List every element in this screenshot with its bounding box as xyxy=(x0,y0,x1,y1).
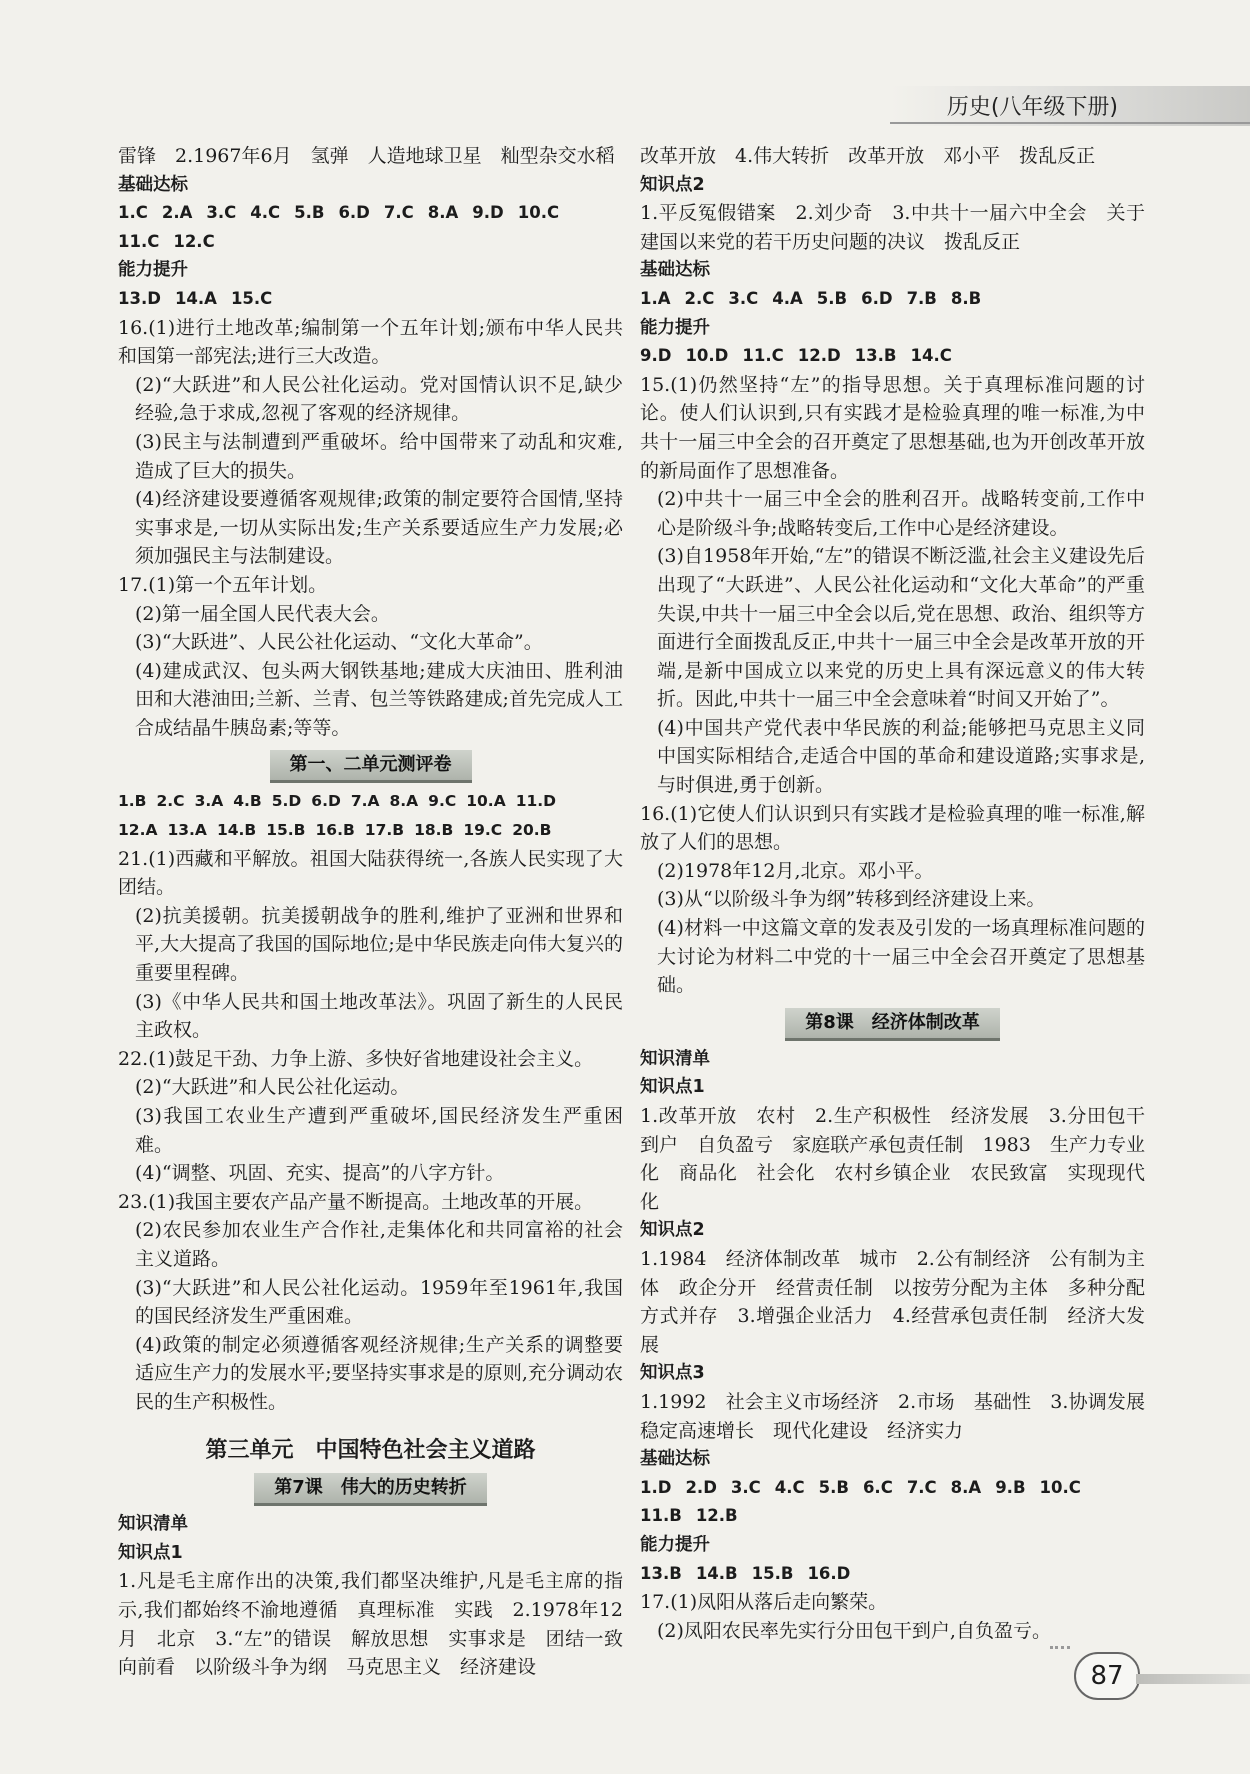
answer: 16.B xyxy=(315,821,355,840)
ability-answers xyxy=(640,342,1145,371)
q21-part-3: (3)《中华人民共和国土地改革法》。巩固了新生的人民民主政权。 xyxy=(135,990,623,1042)
q17-part-3: (3)“大跃进”、人民公社化运动、“文化大革命”。 xyxy=(135,631,543,654)
answer: 13.B xyxy=(640,1563,682,1583)
answer: 6.D xyxy=(311,792,341,811)
page-number: 87 xyxy=(1074,1652,1140,1700)
answer: 2.C xyxy=(684,288,715,308)
q16-part-4: (4)材料一中这篇文章的发表及引发的一场真理标准问题的大讨论为材料二中党的十一届三中全会召开奠定了思想基础。 xyxy=(657,917,1145,997)
basic-label-2: 基础达标 xyxy=(640,1449,710,1470)
answer: 20.B xyxy=(512,821,552,840)
decorative-dots xyxy=(1050,1646,1070,1653)
answer: 9.B xyxy=(995,1477,1026,1497)
section-banner-lesson7: 第7课 伟大的历史转折 xyxy=(254,1473,487,1506)
answer: 8.A xyxy=(950,1477,982,1497)
answer: 15.B xyxy=(266,821,306,840)
page-number-bar xyxy=(1136,1674,1250,1684)
answer: 11.D xyxy=(515,792,557,811)
header-rule xyxy=(890,122,1250,124)
basic-label: 基础达标 xyxy=(640,260,710,281)
header-title: 历史(八年级下册) xyxy=(946,95,1118,120)
answer: 7.A xyxy=(350,792,380,811)
basic-answers-2-1 xyxy=(640,1474,1145,1503)
basic-answers xyxy=(640,285,1145,314)
q17-part-1: 17.(1)凤阳从落后走向繁荣。 xyxy=(640,1591,888,1614)
answer: 4.A xyxy=(772,288,803,308)
q23-part-1: 23.(1)我国主要农产品产量不断提高。土地改革的开展。 xyxy=(118,1190,594,1213)
page-header xyxy=(890,86,1250,126)
section-banner-lesson8: 第8课 经济体制改革 xyxy=(785,1008,1000,1041)
knowledge-point-3-label: 知识点3 xyxy=(640,1363,705,1384)
answer: 11.C xyxy=(118,231,160,251)
basic-answers-2 xyxy=(118,228,623,257)
q22-part-4: (4)“调整、巩固、充实、提高”的八字方针。 xyxy=(135,1162,505,1185)
answer: 13.D xyxy=(118,288,161,308)
q16-part-2: (2)“大跃进”和人民公社化运动。党对国情认识不足,缺少经验,急于求成,忽视了客观的经济规律。 xyxy=(135,373,623,425)
answer: 10.C xyxy=(1039,1477,1081,1497)
knowledge-list-label: 知识清单 xyxy=(118,1514,188,1535)
basic-answers-1 xyxy=(118,199,623,228)
q22-part-1: 22.(1)鼓足干劲、力争上游、多快好省地建设社会主义。 xyxy=(118,1047,594,1070)
knowledge-point-1-label: 知识点1 xyxy=(118,1542,183,1563)
answer: 1.D xyxy=(640,1477,672,1497)
answer: 12.A xyxy=(118,821,158,840)
answer: 18.B xyxy=(414,821,454,840)
answer: 8.A xyxy=(389,792,419,811)
answer: 4.B xyxy=(233,792,262,811)
answer: 1.B xyxy=(118,792,147,811)
knowledge-point-2-label: 知识点2 xyxy=(640,174,705,195)
answer: 5.B xyxy=(816,288,848,308)
ability-answers xyxy=(118,285,623,314)
answer: 15.C xyxy=(230,288,273,308)
answer: 13.B xyxy=(854,346,897,366)
q17-part-2: (2)第一届全国人民代表大会。 xyxy=(135,602,390,625)
answer: 14.C xyxy=(910,346,952,366)
left-line-1: 雷锋 2.1967年6月 氢弹 人造地球卫星 籼型杂交水稻 xyxy=(118,145,615,167)
answer: 7.C xyxy=(383,203,414,223)
q17-part-1: 17.(1)第一个五年计划。 xyxy=(118,573,328,596)
answer: 14.A xyxy=(174,288,217,308)
q17-part-2: (2)凤阳农民率先实行分田包干到户,自负盈亏。 xyxy=(657,1619,1051,1642)
basic-label: 基础达标 xyxy=(118,174,188,195)
answer: 2.D xyxy=(685,1477,717,1497)
q21-part-2: (2)抗美援朝。抗美援朝战争的胜利,维护了亚洲和世界和平,大大提高了我国的国际地位;是中华民族走向伟大复兴的重要里程碑。 xyxy=(135,904,623,985)
knowledge-point-2-text: 1.1984 经济体制改革 城市 2.公有制经济 公有制为主体 政企分开 经营责任制 以按劳分配为主体 多种分配方式并存 3.增强企业活力 4.经营承包责任制 经济大发展 xyxy=(640,1247,1145,1356)
q16-part-2: (2)1978年12月,北京。邓小平。 xyxy=(657,859,934,882)
ability-answers-2 xyxy=(640,1560,1145,1589)
answer: 10.C xyxy=(517,203,560,223)
answer: 11.C xyxy=(742,346,784,366)
answer: 10.D xyxy=(685,346,729,366)
test-answers-2 xyxy=(118,816,623,845)
answer: 12.D xyxy=(797,346,841,366)
unit-title: 第三单元 中国特色社会主义道路 xyxy=(205,1437,536,1463)
answer: 1.A xyxy=(640,288,671,308)
answer: 5.B xyxy=(818,1477,849,1497)
answer: 3.C xyxy=(728,288,759,308)
q23-part-4: (4)政策的制定必须遵循客观经济规律;生产关系的调整要适应生产力的发展水平;要坚持实事求是的原则,充分调动农民的生产积极性。 xyxy=(135,1333,623,1413)
answer: 14.B xyxy=(695,1563,738,1583)
q16-part-1: 16.(1)进行土地改革;编制第一个五年计划;颁布中华人民共和国第一部宪法;进行三大改造。 xyxy=(118,316,623,368)
section-banner-test: 第一、二单元测评卷 xyxy=(270,750,472,783)
q16-part-3: (3)民主与法制遭到严重破坏。给中国带来了动乱和灾难,造成了巨大的损失。 xyxy=(135,430,623,482)
q17-part-4: (4)建成武汉、包头两大钢铁基地;建成大庆油田、胜利油田和大港油田;兰新、兰青、包兰等铁路建成;首先完成人工合成结晶牛胰岛素;等等。 xyxy=(135,659,623,739)
answer: 16.D xyxy=(807,1563,851,1583)
answer: 13.A xyxy=(167,821,207,840)
answer: 2.C xyxy=(156,792,185,811)
answer: 7.C xyxy=(906,1477,937,1497)
answer: 9.D xyxy=(472,203,504,223)
test-answers-1 xyxy=(118,787,623,816)
answer: 10.A xyxy=(466,792,506,811)
answer: 5.D xyxy=(271,792,302,811)
right-line-1: 改革开放 4.伟大转折 改革开放 邓小平 拨乱反正 xyxy=(640,145,1096,167)
answer: 9.C xyxy=(428,792,457,811)
answer: 12.B xyxy=(695,1506,738,1526)
left-column xyxy=(118,142,623,1682)
answer: 19.C xyxy=(463,821,503,840)
answer: 17.B xyxy=(364,821,405,840)
answer: 5.B xyxy=(294,203,325,223)
answer: 7.B xyxy=(906,288,937,308)
answer: 4.C xyxy=(774,1477,805,1497)
answer: 8.A xyxy=(427,203,459,223)
q23-part-2: (2)农民参加农业生产合作社,走集体化和共同富裕的社会主义道路。 xyxy=(135,1219,623,1270)
answer: 3.C xyxy=(206,203,237,223)
q15-part-4: (4)中国共产党代表中华民族的利益;能够把马克思主义同中国实际相结合,走适合中国的革命和建设道路;实事求是,与时俱进,勇于创新。 xyxy=(657,716,1145,797)
answer: 2.A xyxy=(161,203,193,223)
answer: 6.C xyxy=(862,1477,893,1497)
answer: 15.B xyxy=(751,1563,794,1583)
q23-part-3: (3)“大跃进”和人民公社化运动。1959年至1961年,我国的国民经济发生严重困难。 xyxy=(135,1276,623,1328)
q15-part-2: (2)中共十一届三中全会的胜利召开。战略转变前,工作中心是阶级斗争;战略转变后,工作中心是经济建设。 xyxy=(657,488,1145,539)
answer: 3.C xyxy=(730,1477,761,1497)
q16-part-1: 16.(1)它使人们认识到只有实践才是检验真理的唯一标准,解放了人们的思想。 xyxy=(640,802,1145,854)
right-column xyxy=(640,142,1145,1645)
answer: 6.D xyxy=(861,288,893,308)
q15-part-3: (3)自1958年开始,“左”的错误不断泛滥,社会主义建设先后出现了“大跃进”、人民公社化运动和“文化大革命”的严重失误,中共十一届三中全会以后,党在思想、政治、组织等方面进行全面拨乱反正,中共十一届三中全会是改革开放的开端,是新中国成立以来党的历史上具有深远意义的伟大转折。因此,中共十一届三中全会意味着“时间又开始了”。 xyxy=(657,545,1145,711)
ability-label: 能力提升 xyxy=(118,260,188,281)
q21-part-1: 21.(1)西藏和平解放。祖国大陆获得统一,各族人民实现了大团结。 xyxy=(118,847,623,899)
knowledge-point-1-text: 1.凡是毛主席作出的决策,我们都坚决维护,凡是毛主席的指示,我们都始终不渝地遵循 真理标准 实践 2.1978年12月 北京 3.“左”的错误 解放思想 实事求是 团结一致向前看 以阶级斗争为纲 马克思主义 经济建设 xyxy=(118,1570,623,1679)
answer: 3.A xyxy=(194,792,224,811)
q22-part-3: (3)我国工农业生产遭到严重破坏,国民经济发生严重困难。 xyxy=(135,1105,623,1156)
answer: 8.B xyxy=(950,288,982,308)
answer: 6.D xyxy=(338,203,370,223)
ability-label: 能力提升 xyxy=(640,317,710,338)
ability-label-2: 能力提升 xyxy=(640,1534,710,1555)
knowledge-point-3-text: 1.1992 社会主义市场经济 2.市场 基础性 3.协调发展稳定高速增长 现代化建设 经济实力 xyxy=(640,1390,1145,1442)
answer: 12.C xyxy=(173,231,215,251)
q16-part-4: (4)经济建设要遵循客观规律;政策的制定要符合国情,坚持实事求是,一切从实际出发;生产关系要适应生产力发展;必须加强民主与法制建设。 xyxy=(135,488,623,568)
knowledge-point-1-label: 知识点1 xyxy=(640,1077,705,1098)
q22-part-2: (2)“大跃进”和人民公社化运动。 xyxy=(135,1076,410,1099)
basic-answers-2-2 xyxy=(640,1502,1145,1531)
answer: 14.B xyxy=(216,821,257,840)
answer: 11.B xyxy=(640,1506,682,1526)
q15-part-1: 15.(1)仍然坚持“左”的指导思想。关于真理标准问题的讨论。使人们认识到,只有实践才是检验真理的唯一标准,为中共十一届三中全会的召开奠定了思想基础,也为开创改革开放的新局面作了思想准备。 xyxy=(640,373,1145,482)
q16-part-3: (3)从“以阶级斗争为纲”转移到经济建设上来。 xyxy=(657,888,1046,911)
knowledge-point-2-text: 1.平反冤假错案 2.刘少奇 3.中共十一届六中全会 关于建国以来党的若干历史问题的决议 拨乱反正 xyxy=(640,202,1145,253)
knowledge-list-label: 知识清单 xyxy=(640,1048,710,1069)
knowledge-point-1-text: 1.改革开放 农村 2.生产积极性 经济发展 3.分田包干到户 自负盈亏 家庭联产承包责任制 1983 生产力专业化 商品化 社会化 农村乡镇企业 农民致富 实现现代化 xyxy=(640,1105,1145,1213)
answer: 1.C xyxy=(118,203,148,223)
answer: 9.D xyxy=(640,346,672,366)
answer: 4.C xyxy=(250,203,281,223)
knowledge-point-2-label: 知识点2 xyxy=(640,1220,705,1241)
